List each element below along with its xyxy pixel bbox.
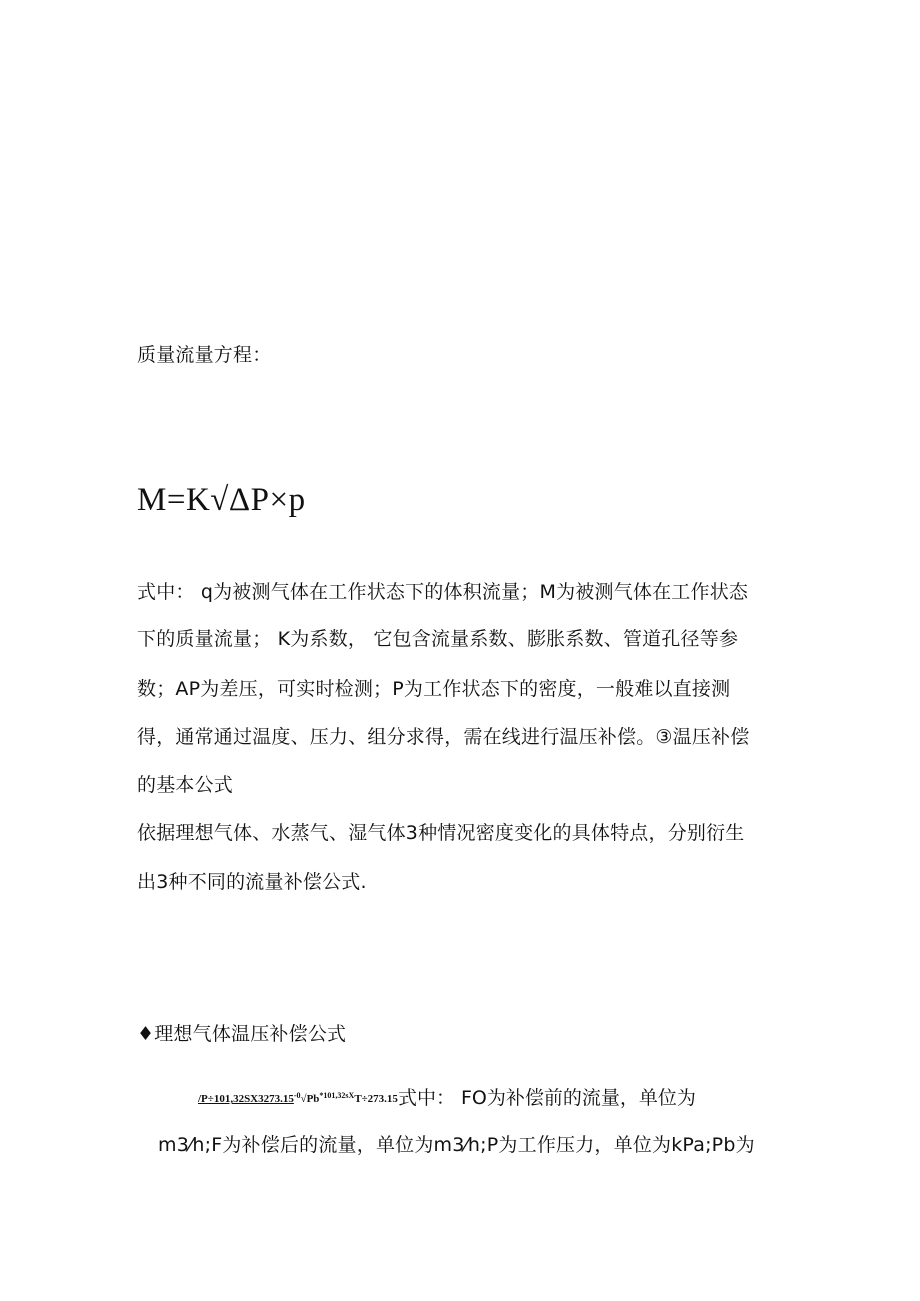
paragraph-line-5: 的基本公式 [137, 774, 234, 796]
formula-superscript-2: *101,32sX [319, 1091, 355, 1100]
paragraph-line-3: 数；AP为差压，可实时检测；P为工作状态下的密度，一般难以直接测 [137, 678, 731, 700]
formula-fragment-1: /P÷101,32SX3273.15 [198, 1093, 294, 1105]
section-heading-mass-flow: 质量流量方程： [137, 344, 272, 366]
paragraph-line-4: 得，通常通过温度、压力、组分求得，需在线进行温压补偿。③温压补偿 [137, 726, 750, 748]
compensation-text-line-1: 式中： FO为补偿前的流量，单位为 [397, 1087, 696, 1109]
paragraph-line-6: 依据理想气体、水蒸气、湿气体3种情况密度变化的具体特点，分别衍生 [137, 822, 745, 844]
compensation-formula-line [198, 1084, 696, 1111]
mass-flow-formula: M=K√ΔP×p [137, 482, 306, 518]
paragraph-line-7: 出3种不同的流量补偿公式. [137, 871, 367, 893]
formula-superscript-1: -0 [293, 1091, 301, 1100]
formula-fragment-3: T÷273.15 [354, 1093, 398, 1105]
formula-fragment-2: √Pb [300, 1093, 320, 1105]
paragraph-line-2: 下的质量流量； K为系数， 它包含流量系数、膨胀系数、管道孔径等参 [137, 628, 739, 650]
paragraph-line-1: 式中： q为被测气体在工作状态下的体积流量；M为被测气体在工作状态 [137, 581, 749, 603]
compensation-text-line-2: m3⁄h;F为补偿后的流量，单位为m3⁄h;P为工作压力，单位为kPa;Pb为 [158, 1134, 755, 1156]
section-title-ideal-gas: ♦理想气体温压补偿公式 [137, 1023, 347, 1045]
